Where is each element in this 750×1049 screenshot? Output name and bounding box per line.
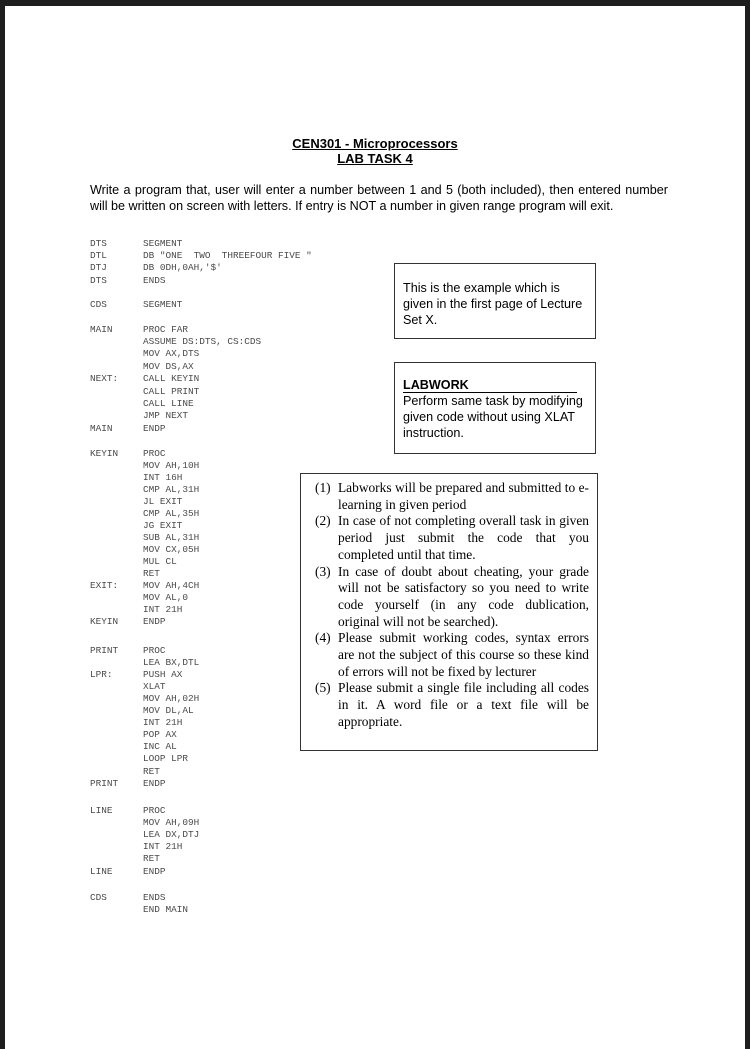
rule-number: (1) (315, 480, 331, 495)
rule-number: (3) (315, 563, 331, 579)
rules-box (300, 473, 598, 751)
code-instruction: ENDP (143, 423, 166, 434)
code-label: PRINT (90, 778, 119, 789)
rule-item (315, 564, 589, 631)
rule-item (315, 480, 589, 513)
rule-item (315, 630, 589, 680)
code-instruction: PROC (143, 645, 166, 656)
code-label: EXIT: (90, 580, 119, 591)
code-instruction: ENDS (143, 275, 166, 286)
code-instruction: PROC FAR (143, 324, 189, 335)
code-label: MAIN (90, 324, 113, 335)
code-instruction: ENDP (143, 616, 166, 627)
code-label: LINE (90, 805, 113, 816)
code-instruction: JG EXIT (143, 520, 183, 531)
code-instruction: CALL PRINT (143, 386, 200, 397)
code-instruction: ENDP (143, 778, 166, 789)
code-instruction: ENDP (143, 866, 166, 877)
code-instruction: MOV AX,DTS (143, 348, 200, 359)
code-instruction: CMP AL,35H (143, 508, 200, 519)
code-instruction: CALL LINE (143, 398, 194, 409)
code-label: CDS (90, 299, 107, 310)
task-title: LAB TASK 4 (337, 151, 413, 166)
code-instruction: XLAT (143, 681, 166, 692)
task-description: Write a program that, user will enter a number between 1 and 5 (both included), then entered number will be written on screen with letters. If entry is NOT a number in given range program will exit. (90, 183, 668, 213)
rule-text: In case of not completing overall task in given period just submit the code that you completed until that time. (338, 513, 589, 562)
code-instruction: DB "ONE TWO THREEFOUR FIVE " (143, 250, 312, 261)
code-instruction: MOV AH,10H (143, 460, 200, 471)
example-note-text: This is the example which is given in the first page of Lecture Set X. (403, 281, 583, 327)
code-instruction: INT 21H (143, 604, 183, 615)
code-label: DTL (90, 250, 107, 261)
code-label: DTS (90, 238, 107, 249)
rules-list (315, 480, 589, 731)
code-instruction: INT 21H (143, 841, 183, 852)
page-title (5, 136, 745, 166)
code-instruction: PROC (143, 448, 166, 459)
code-label: DTS (90, 275, 107, 286)
rule-text: Labworks will be prepared and submitted to e-learning in given period (338, 480, 589, 512)
code-instruction: DB 0DH,0AH,'$' (143, 262, 222, 273)
code-label: KEYIN (90, 448, 119, 459)
rule-item (315, 680, 589, 730)
rule-item (315, 513, 589, 563)
rule-number: (2) (315, 513, 331, 529)
code-instruction: END MAIN (143, 904, 189, 915)
code-instruction: JL EXIT (143, 496, 183, 507)
code-instruction: SUB AL,31H (143, 532, 200, 543)
rule-text: In case of doubt about cheating, your grade will not be satisfactory so you need to write code yourself (in any code dublication, original will not be searched). (338, 563, 589, 629)
rule-number: (5) (315, 680, 331, 696)
code-instruction: MUL CL (143, 556, 177, 567)
example-note-box (394, 263, 596, 339)
code-instruction: CALL KEYIN (143, 373, 200, 384)
code-instruction: JMP NEXT (143, 410, 189, 421)
code-instruction: LEA DX,DTJ (143, 829, 200, 840)
code-instruction: INC AL (143, 741, 177, 752)
code-instruction: ENDS (143, 892, 166, 903)
code-instruction: LOOP LPR (143, 753, 189, 764)
code-label: MAIN (90, 423, 113, 434)
code-label: KEYIN (90, 616, 119, 627)
code-instruction: MOV AH,09H (143, 817, 200, 828)
code-label: LPR: (90, 669, 113, 680)
code-instruction: LEA BX,DTL (143, 657, 200, 668)
code-instruction: INT 16H (143, 472, 183, 483)
code-instruction: MOV DS,AX (143, 361, 194, 372)
code-instruction: RET (143, 568, 160, 579)
labwork-box (394, 362, 596, 454)
document-page (5, 6, 745, 1049)
rule-text: Please submit a single file including all codes in it. A word file or a text file will be appropriate. (338, 680, 589, 729)
code-label: LINE (90, 866, 113, 877)
code-instruction: MOV CX,05H (143, 544, 200, 555)
code-instruction: CMP AL,31H (143, 484, 200, 495)
code-instruction: MOV AH,02H (143, 693, 200, 704)
labwork-text: Perform same task by modifying given code without using XLAT instruction. (403, 394, 583, 440)
code-instruction: MOV DL,AL (143, 705, 194, 716)
labwork-heading: LABWORK (403, 378, 577, 393)
code-instruction: MOV AH,4CH (143, 580, 200, 591)
code-instruction: SEGMENT (143, 299, 183, 310)
code-instruction: MOV AL,0 (143, 592, 189, 603)
rule-text: Please submit working codes, syntax errors are not the subject of this course so these kind of errors will not be fixed by lecturer (338, 630, 589, 679)
code-label: CDS (90, 892, 107, 903)
code-instruction: PROC (143, 805, 166, 816)
code-instruction: PUSH AX (143, 669, 183, 680)
code-instruction: RET (143, 853, 160, 864)
code-label: PRINT (90, 645, 119, 656)
code-instruction: ASSUME DS:DTS, CS:CDS (143, 336, 262, 347)
code-label: NEXT: (90, 373, 119, 384)
code-instruction: INT 21H (143, 717, 183, 728)
code-label: DTJ (90, 262, 107, 273)
rule-number: (4) (315, 630, 331, 646)
code-instruction: RET (143, 766, 160, 777)
code-instruction: SEGMENT (143, 238, 183, 249)
code-instruction: POP AX (143, 729, 177, 740)
course-title: CEN301 - Microprocessors (292, 136, 458, 151)
